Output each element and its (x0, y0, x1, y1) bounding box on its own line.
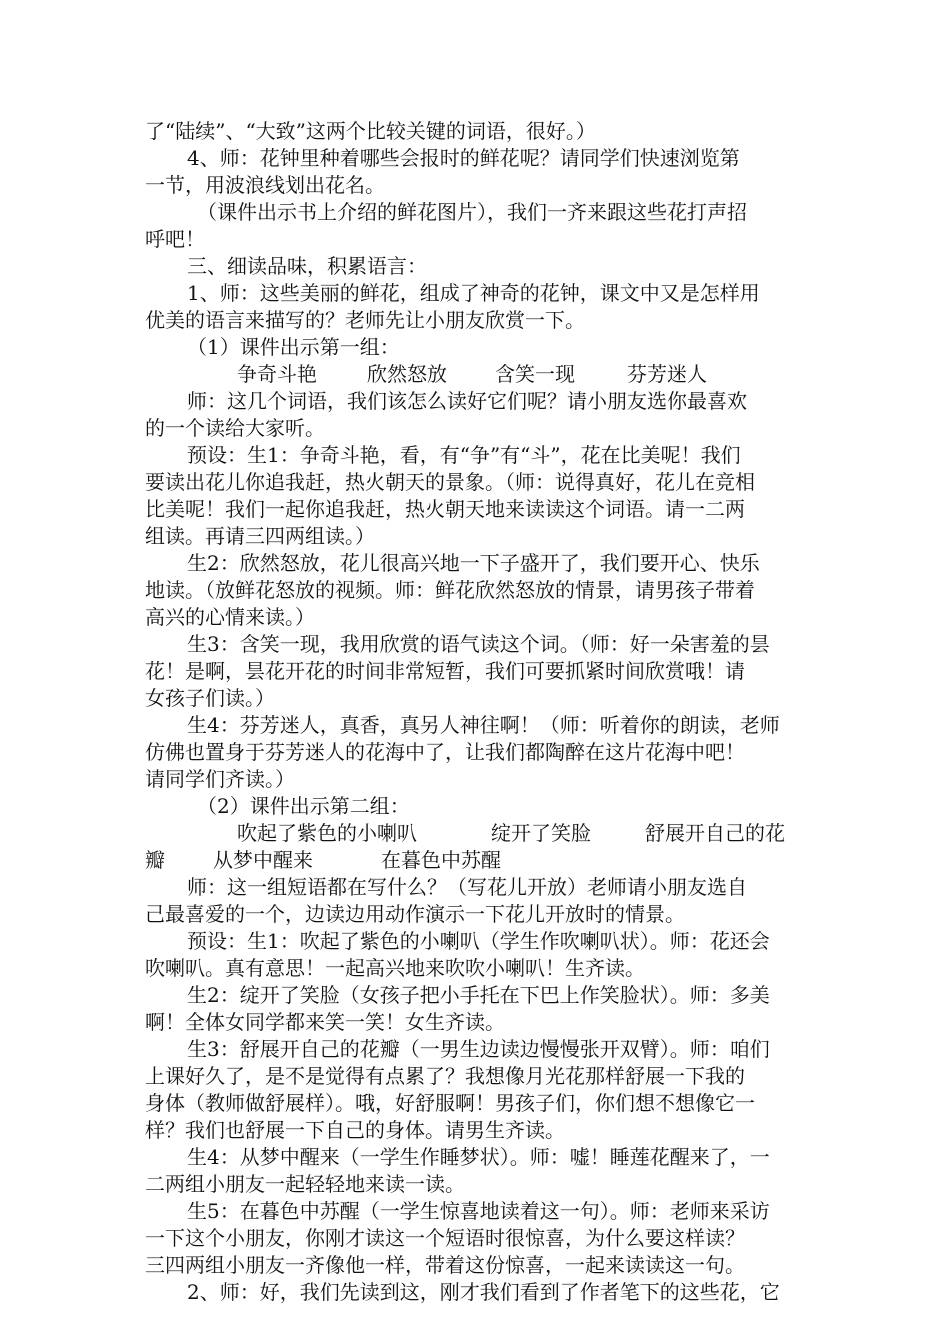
word-item: 舒展开自己的花 (645, 821, 785, 845)
paragraph-line: （2）课件出示第二组： (197, 794, 410, 818)
paragraph-line: 地读。（放鲜花怒放的视频。师：鲜花欣然怒放的情景，请男孩子带着 (145, 578, 755, 602)
paragraph-line: 1、师：这些美丽的鲜花，组成了神奇的花钟，课文中又是怎样用 (187, 281, 760, 305)
paragraph-line: 啊！全体女同学都来笑一笑！女生齐读。 (145, 1010, 505, 1034)
paragraph-line: 吹喇叭。真有意思！一起高兴地来吹吹小喇叭！生齐读。 (145, 956, 645, 980)
document-body (145, 118, 810, 1306)
paragraph-line: （课件出示书上介绍的鲜花图片），我们一齐来跟这些花打声招 (197, 200, 747, 224)
paragraph-line: 请同学们齐读。） (145, 767, 295, 791)
paragraph-line: （1）课件出示第一组： (187, 335, 400, 359)
paragraph-line: 生5：在暮色中苏醒（一学生惊喜地读着这一句）。师：老师来采访 (187, 1199, 770, 1223)
paragraph-line: 高兴的心情来读。） (145, 605, 315, 629)
paragraph-line: 比美呢！我们一起你追我赶，热火朝天地来读读这个词语。请一二两 (145, 497, 745, 521)
word-item: 瓣 (145, 848, 165, 872)
paragraph-line: 生2：欣然怒放，花儿很高兴地一下子盛开了，我们要开心、快乐 (187, 551, 760, 575)
paragraph-line: 生3：含笑一现，我用欣赏的语气读这个词。（师：好一朵害羞的昙 (187, 632, 770, 656)
word-item: 在暮色中苏醒 (381, 848, 501, 872)
word-item: 从梦中醒来 (213, 848, 313, 872)
word-group-2-row-2 (145, 847, 810, 874)
paragraph-line: 生3：舒展开自己的花瓣（一男生边读边慢慢张开双臂）。师：咱们 (187, 1037, 770, 1061)
paragraph-line: 三四两组小朋友一齐像他一样，带着这份惊喜，一起来读读这一句。 (145, 1253, 745, 1277)
paragraph-line: 的一个读给大家听。 (145, 416, 325, 440)
word-group-1 (145, 361, 810, 388)
paragraph-line: 己最喜爱的一个，边读边用动作演示一下花儿开放时的情景。 (145, 902, 685, 926)
paragraph-line: 呼吧！ (145, 227, 205, 251)
paragraph-line: 二两组小朋友一起轻轻地来读一读。 (145, 1172, 465, 1196)
word-item: 绽开了笑脸 (491, 821, 591, 845)
section-heading: 三、细读品味，积累语言： (187, 254, 427, 278)
paragraph-line: 优美的语言来描写的？老师先让小朋友欣赏一下。 (145, 308, 585, 332)
paragraph-line: 2、师：好，我们先读到这，刚才我们看到了作者笔下的这些花，它 (187, 1280, 780, 1304)
paragraph-line: 花！是啊，昙花开花的时间非常短暂，我们可要抓紧时间欣赏哦！请 (145, 659, 745, 683)
word-item: 争奇斗艳 (237, 362, 317, 386)
paragraph-line: 组读。再请三四两组读。） (145, 524, 375, 548)
paragraph-line: 生2：绽开了笑脸（女孩子把小手托在下巴上作笑脸状）。师：多美 (187, 983, 770, 1007)
paragraph-line: 要读出花儿你追我赶，热火朝天的景象。（师：说得真好，花儿在竞相 (145, 470, 755, 494)
paragraph-line: 4、师：花钟里种着哪些会报时的鲜花呢？请同学们快速浏览第 (187, 146, 740, 170)
paragraph-line: 上课好久了，是不是觉得有点累了？我想像月光花那样舒展一下我的 (145, 1064, 745, 1088)
word-group-2-row-1 (145, 820, 810, 847)
paragraph-line: 一节，用波浪线划出花名。 (145, 173, 385, 197)
paragraph-line: 生4：芬芳迷人，真香，真另人神往啊！（师：听着你的朗读，老师 (187, 713, 780, 737)
paragraph-line: 师：这几个词语，我们该怎么读好它们呢？请小朋友选你最喜欢 (187, 389, 747, 413)
paragraph-line: 仿佛也置身于芬芳迷人的花海中了，让我们都陶醉在这片花海中吧！ (145, 740, 745, 764)
word-item: 含笑一现 (495, 362, 575, 386)
paragraph-line: 了“陆续”、“大致”这两个比较关键的词语，很好。） (145, 119, 596, 143)
paragraph-line: 预设：生1：吹起了紫色的小喇叭（学生作吹喇叭状）。师：花还会 (187, 929, 770, 953)
word-item: 芬芳迷人 (627, 362, 707, 386)
paragraph-line: 生4：从梦中醒来（一学生作睡梦状）。师：嘘！睡莲花醒来了，一 (187, 1145, 770, 1169)
paragraph-line: 身体（教师做舒展样）。哦，好舒服啊！男孩子们，你们想不想像它一 (145, 1091, 755, 1115)
paragraph-line: 预设：生1：争奇斗艳，看，有“争”有“斗”，花在比美呢！我们 (187, 443, 741, 467)
word-item: 吹起了紫色的小喇叭 (237, 821, 417, 845)
paragraph-line: 一下这个小朋友，你刚才读这一个短语时很惊喜，为什么要这样读？ (145, 1226, 745, 1250)
paragraph-line: 女孩子们读。） (145, 686, 275, 710)
paragraph-line: 师：这一组短语都在写什么？（写花儿开放）老师请小朋友选自 (187, 875, 747, 899)
word-item: 欣然怒放 (367, 362, 447, 386)
paragraph-line: 样？我们也舒展一下自己的身体。请男生齐读。 (145, 1118, 565, 1142)
